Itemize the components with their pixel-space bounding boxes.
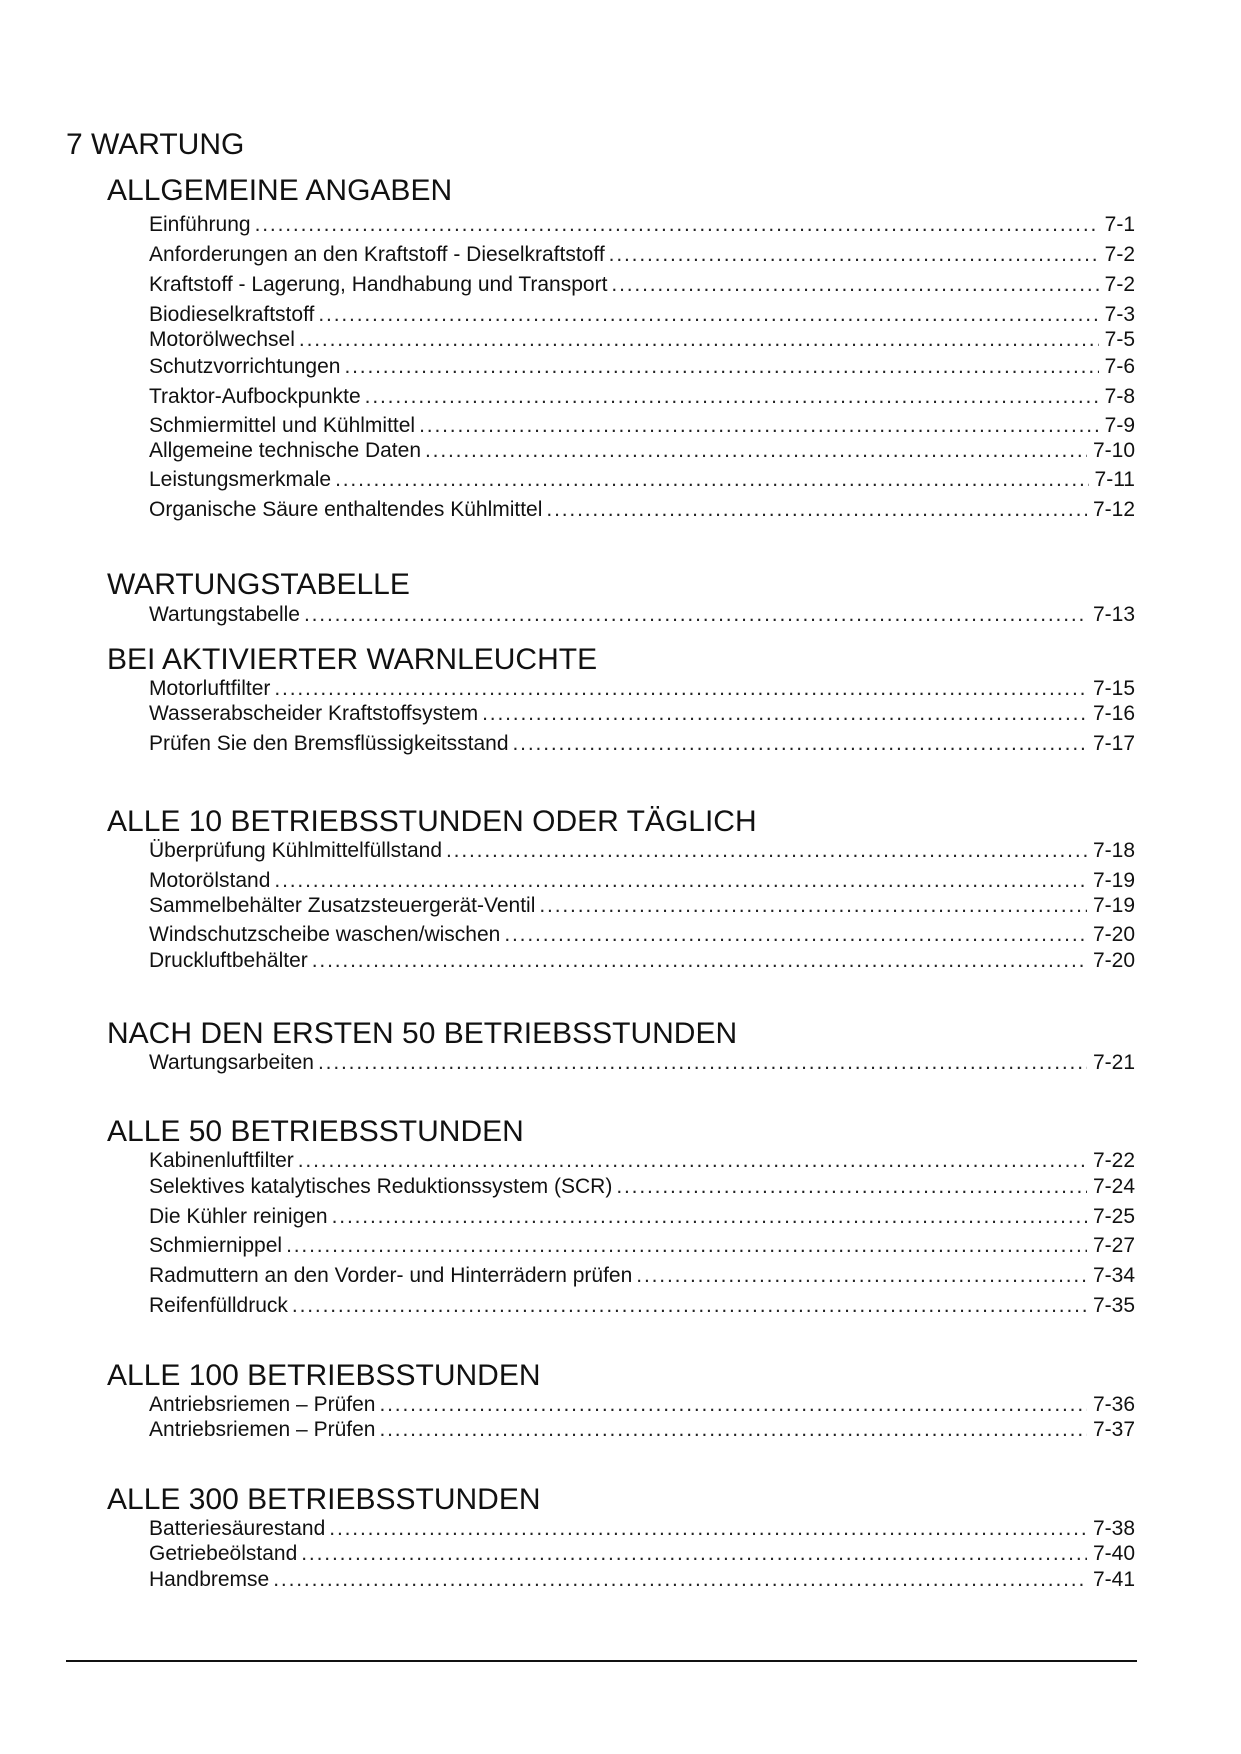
toc-entry-page: 7-16 bbox=[1092, 702, 1135, 725]
toc-entry[interactable] bbox=[149, 272, 1135, 298]
dot-leader bbox=[318, 302, 1098, 328]
toc-entry[interactable] bbox=[149, 354, 1135, 380]
toc-entry[interactable] bbox=[149, 922, 1135, 948]
toc-entry-page: 7-18 bbox=[1092, 839, 1135, 862]
toc-entry-title: Antriebsriemen – Prüfen bbox=[149, 1393, 376, 1416]
dot-leader bbox=[609, 242, 1099, 268]
toc-entry-page: 7-5 bbox=[1104, 328, 1135, 351]
toc-entry-page: 7-21 bbox=[1092, 1051, 1135, 1074]
toc-entry-title: Traktor-Aufbockpunkte bbox=[149, 385, 361, 408]
toc-entry[interactable] bbox=[149, 893, 1135, 919]
toc-entry-title: Organische Säure enthaltendes Kühlmittel bbox=[149, 498, 543, 521]
toc-entry-title: Überprüfung Kühlmittelfüllstand bbox=[149, 839, 442, 862]
toc-entry-page: 7-37 bbox=[1092, 1418, 1135, 1441]
dot-leader bbox=[365, 384, 1099, 410]
dot-leader bbox=[332, 1204, 1087, 1230]
dot-leader bbox=[301, 1541, 1087, 1567]
toc-entry-title: Handbremse bbox=[149, 1568, 270, 1591]
toc-entry-title: Prüfen Sie den Bremsflüssigkeitsstand bbox=[149, 732, 509, 755]
dot-leader bbox=[379, 1417, 1087, 1443]
toc-entry-page: 7-12 bbox=[1092, 498, 1135, 521]
dot-leader bbox=[513, 731, 1087, 757]
dot-leader bbox=[546, 497, 1087, 523]
toc-entry[interactable] bbox=[149, 1263, 1135, 1289]
toc-entry-title: Die Kühler reinigen bbox=[149, 1205, 328, 1228]
dot-leader bbox=[482, 701, 1087, 727]
toc-entry[interactable] bbox=[149, 1567, 1135, 1593]
toc-entry-page: 7-17 bbox=[1092, 732, 1135, 755]
section-title: BEI AKTIVIERTER WARNLEUCHTE bbox=[107, 643, 598, 676]
toc-entry-title: Antriebsriemen – Prüfen bbox=[149, 1418, 376, 1441]
toc-entry-title: Motorölwechsel bbox=[149, 328, 295, 351]
dot-leader bbox=[255, 212, 1099, 238]
dot-leader bbox=[419, 413, 1099, 439]
toc-entry-title: Einführung bbox=[149, 213, 251, 236]
toc-entry[interactable] bbox=[149, 413, 1135, 439]
toc-entry-title: Biodieselkraftstoff bbox=[149, 303, 315, 326]
dot-leader bbox=[292, 1293, 1087, 1319]
dot-leader bbox=[304, 602, 1087, 628]
toc-entry[interactable] bbox=[149, 302, 1135, 328]
toc-entry-page: 7-1 bbox=[1104, 213, 1135, 236]
toc-entry[interactable] bbox=[149, 497, 1135, 523]
toc-entry[interactable] bbox=[149, 1417, 1135, 1443]
toc-entry-page: 7-41 bbox=[1092, 1568, 1135, 1591]
section-title: ALLE 10 BETRIEBSSTUNDEN ODER TÄGLICH bbox=[107, 805, 757, 838]
dot-leader bbox=[274, 868, 1087, 894]
toc-entry[interactable] bbox=[149, 1148, 1135, 1174]
dot-leader bbox=[539, 893, 1087, 919]
toc-entry[interactable] bbox=[149, 868, 1135, 894]
toc-entry-title: Kabinenluftfilter bbox=[149, 1149, 294, 1172]
toc-entry[interactable] bbox=[149, 384, 1135, 410]
toc-entry-title: Wartungstabelle bbox=[149, 603, 300, 626]
toc-entry[interactable] bbox=[149, 242, 1135, 268]
toc-entry-page: 7-9 bbox=[1104, 414, 1135, 437]
toc-entry-title: Schmiernippel bbox=[149, 1234, 283, 1257]
toc-entry-page: 7-19 bbox=[1092, 869, 1135, 892]
toc-entry-title: Anforderungen an den Kraftstoff - Dieselkraftstoff bbox=[149, 243, 605, 266]
dot-leader bbox=[425, 438, 1087, 464]
dot-leader bbox=[504, 922, 1087, 948]
toc-entry[interactable] bbox=[149, 1541, 1135, 1567]
dot-leader bbox=[274, 676, 1087, 702]
toc-entry-page: 7-15 bbox=[1092, 677, 1135, 700]
dot-leader bbox=[344, 354, 1098, 380]
toc-entry-page: 7-27 bbox=[1092, 1234, 1135, 1257]
toc-entry[interactable] bbox=[149, 1293, 1135, 1319]
dot-leader bbox=[335, 467, 1088, 493]
toc-entry[interactable] bbox=[149, 838, 1135, 864]
toc-entry-page: 7-20 bbox=[1092, 923, 1135, 946]
toc-entry-title: Wartungsarbeiten bbox=[149, 1051, 314, 1074]
toc-entry-page: 7-6 bbox=[1104, 355, 1135, 378]
toc-entry-page: 7-38 bbox=[1092, 1517, 1135, 1540]
dot-leader bbox=[636, 1263, 1087, 1289]
dot-leader bbox=[616, 1174, 1087, 1200]
dot-leader bbox=[611, 272, 1098, 298]
chapter-title: 7 WARTUNG bbox=[66, 128, 245, 161]
toc-entry-page: 7-24 bbox=[1092, 1175, 1135, 1198]
dot-leader bbox=[318, 1050, 1087, 1076]
toc-entry[interactable] bbox=[149, 676, 1135, 702]
toc-entry[interactable] bbox=[149, 1050, 1135, 1076]
toc-entry-title: Reifenfülldruck bbox=[149, 1294, 288, 1317]
section-title: ALLE 100 BETRIEBSSTUNDEN bbox=[107, 1359, 541, 1392]
section-title: ALLE 300 BETRIEBSSTUNDEN bbox=[107, 1483, 541, 1516]
toc-entry[interactable] bbox=[149, 438, 1135, 464]
toc-entry[interactable] bbox=[149, 731, 1135, 757]
toc-entry[interactable] bbox=[149, 1516, 1135, 1542]
toc-entry-page: 7-25 bbox=[1092, 1205, 1135, 1228]
toc-entry-page: 7-35 bbox=[1092, 1294, 1135, 1317]
toc-entry-page: 7-2 bbox=[1104, 273, 1135, 296]
toc-entry-title: Motorluftfilter bbox=[149, 677, 271, 700]
toc-entry-title: Allgemeine technische Daten bbox=[149, 439, 421, 462]
toc-entry-page: 7-36 bbox=[1092, 1393, 1135, 1416]
dot-leader bbox=[273, 1567, 1087, 1593]
toc-entry-title: Getriebeölstand bbox=[149, 1542, 298, 1565]
toc-entry-title: Schutzvorrichtungen bbox=[149, 355, 341, 378]
toc-entry-page: 7-40 bbox=[1092, 1542, 1135, 1565]
dot-leader bbox=[379, 1392, 1087, 1418]
section-title: ALLE 50 BETRIEBSSTUNDEN bbox=[107, 1115, 524, 1148]
toc-entry-page: 7-34 bbox=[1092, 1264, 1135, 1287]
toc-entry-page: 7-22 bbox=[1092, 1149, 1135, 1172]
toc-entry[interactable] bbox=[149, 327, 1135, 353]
toc-entry[interactable] bbox=[149, 1204, 1135, 1230]
toc-entry-title: Radmuttern an den Vorder- und Hinterrädern prüfen bbox=[149, 1264, 633, 1287]
toc-entry[interactable] bbox=[149, 1233, 1135, 1259]
toc-entry[interactable] bbox=[149, 212, 1135, 238]
toc-entry[interactable] bbox=[149, 467, 1135, 493]
section-title: NACH DEN ERSTEN 50 BETRIEBSSTUNDEN bbox=[107, 1017, 738, 1050]
toc-entry-title: Leistungsmerkmale bbox=[149, 468, 332, 491]
toc-entry-page: 7-10 bbox=[1092, 439, 1135, 462]
toc-entry-page: 7-19 bbox=[1092, 894, 1135, 917]
bottom-rule bbox=[66, 1660, 1137, 1662]
toc-entry-page: 7-2 bbox=[1104, 243, 1135, 266]
toc-entry-title: Schmiermittel und Kühlmittel bbox=[149, 414, 416, 437]
dot-leader bbox=[312, 948, 1087, 974]
toc-entry-page: 7-20 bbox=[1092, 949, 1135, 972]
toc-entry-title: Motorölstand bbox=[149, 869, 271, 892]
toc-entry-title: Windschutzscheibe waschen/wischen bbox=[149, 923, 501, 946]
toc-entry-title: Kraftstoff - Lagerung, Handhabung und Transport bbox=[149, 273, 608, 296]
dot-leader bbox=[446, 838, 1087, 864]
toc-entry-page: 7-11 bbox=[1094, 468, 1135, 491]
toc-entry[interactable] bbox=[149, 602, 1135, 628]
toc-entry-page: 7-8 bbox=[1104, 385, 1135, 408]
dot-leader bbox=[298, 1148, 1087, 1174]
dot-leader bbox=[329, 1516, 1087, 1542]
section-title: ALLGEMEINE ANGABEN bbox=[107, 174, 453, 207]
toc-entry-page: 7-3 bbox=[1104, 303, 1135, 326]
toc-entry-title: Sammelbehälter Zusatzsteuergerät-Ventil bbox=[149, 894, 536, 917]
toc-entry-title: Wasserabscheider Kraftstoffsystem bbox=[149, 702, 479, 725]
toc-entry[interactable] bbox=[149, 1392, 1135, 1418]
dot-leader bbox=[286, 1233, 1087, 1259]
toc-entry-title: Batteriesäurestand bbox=[149, 1517, 326, 1540]
toc-entry[interactable] bbox=[149, 1174, 1135, 1200]
section-title: WARTUNGSTABELLE bbox=[107, 568, 410, 601]
dot-leader bbox=[299, 327, 1099, 353]
toc-entry-title: Selektives katalytisches Reduktionssystem (SCR) bbox=[149, 1175, 613, 1198]
toc-entry-page: 7-13 bbox=[1092, 603, 1135, 626]
toc-entry[interactable] bbox=[149, 701, 1135, 727]
toc-entry-title: Druckluftbehälter bbox=[149, 949, 308, 972]
toc-entry[interactable] bbox=[149, 948, 1135, 974]
